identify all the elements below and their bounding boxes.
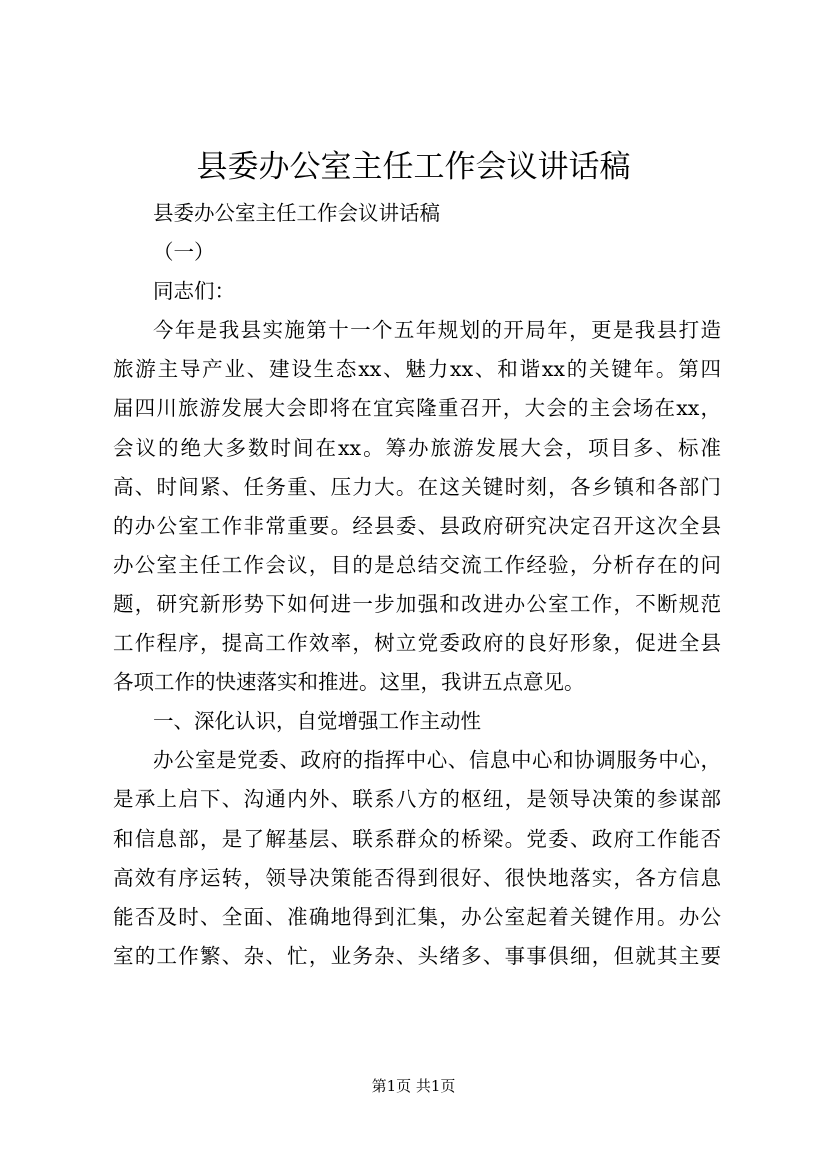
section-heading: 一、深化认识，自觉增强工作主动性	[153, 709, 481, 734]
paragraph-2	[113, 741, 721, 976]
page-footer: 第1页 共1页	[371, 1077, 456, 1095]
paragraph-line: 办公室是党委、政府的指挥中心、信息中心和协调服务中心，	[153, 748, 721, 773]
document-body	[113, 194, 721, 976]
paragraph-line: 办公室主任工作会议，目的是总结交流工作经验，分析存在的问	[113, 552, 721, 577]
paragraph-line: 高效有序运转，领导决策能否得到很好、很快地落实，各方信息	[113, 865, 721, 890]
paragraph-line: 室的工作繁、杂、忙，业务杂、头绪多、事事俱细，但就其主要	[113, 943, 721, 968]
paragraph-line: 和信息部，是了解基层、联系群众的桥梁。党委、政府工作能否	[113, 826, 721, 851]
paragraph-line: 的办公室工作非常重要。经县委、县政府研究决定召开这次全县	[113, 513, 721, 538]
paragraph-line: 会议的绝大多数时间在xx。筹办旅游发展大会，项目多、标准	[113, 435, 721, 460]
subtitle: 县委办公室主任工作会议讲话稿	[153, 201, 440, 225]
paragraph-line: 工作程序，提高工作效率，树立党委政府的良好形象，促进全县	[113, 631, 721, 656]
paragraph-line: 高、时间紧、任务重、压力大。在这关键时刻，各乡镇和各部门	[113, 474, 721, 499]
paragraph-line: 题，研究新形势下如何进一步加强和改进办公室工作，不断规范	[113, 591, 721, 616]
paragraph-line: 今年是我县实施第十一个五年规划的开局年，更是我县打造	[153, 318, 721, 343]
paragraph-line: 各项工作的快速落实和推进。这里，我讲五点意见。	[113, 670, 585, 695]
paragraph-1	[113, 311, 721, 702]
paragraph-line: 旅游主导产业、建设生态xx、魅力xx、和谐xx的关键年。第四	[113, 357, 721, 382]
section-mark: （一）	[153, 240, 215, 265]
paragraph-line: 届四川旅游发展大会即将在宜宾隆重召开，大会的主会场在xx，	[113, 396, 721, 421]
paragraph-line: 是承上启下、沟通内外、联系八方的枢纽，是领导决策的参谋部	[113, 787, 721, 812]
paragraph-line: 能否及时、全面、准确地得到汇集，办公室起着关键作用。办公	[113, 904, 721, 929]
document-title: 县委办公室主任工作会议讲话稿	[196, 149, 631, 185]
salutation: 同志们：	[153, 279, 235, 304]
